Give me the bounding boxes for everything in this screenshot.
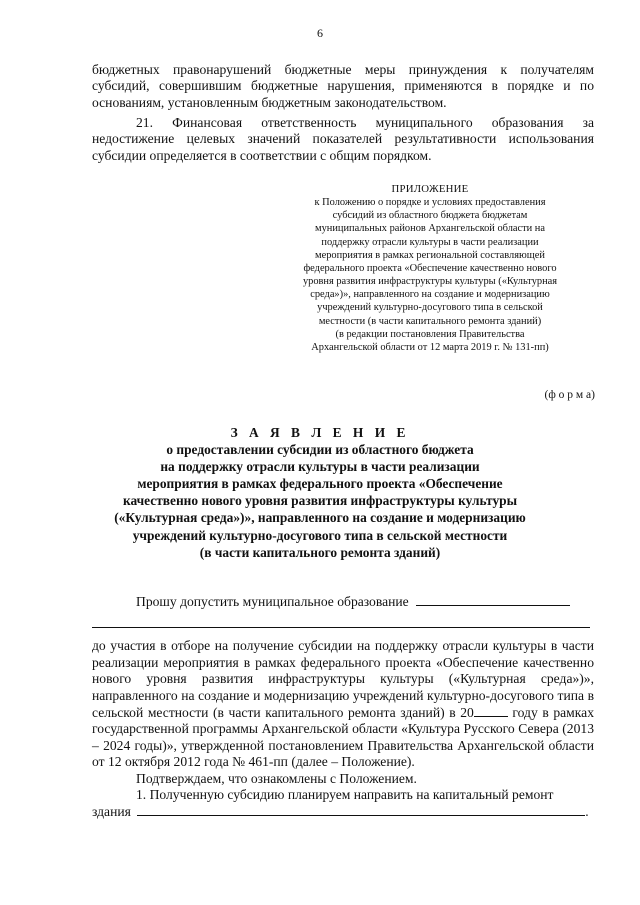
appendix-line: Архангельской области от 12 марта 2019 г. № 131-пп) (311, 341, 549, 353)
request-intro-row (92, 593, 594, 610)
building-end: . (585, 804, 589, 820)
request-body-text-2: году в рамках государственной программы Архангельской области «Культура Русского Севера (2013 – 2024 годы)», утвержденной постановлением Правительства Архангельской области от 12 октября 2012 года № 461-пп (далее – Положение). (92, 705, 594, 770)
application-subtitle-line: («Культурная среда»)», направленного на создание и модернизацию (114, 510, 526, 526)
application-heading (60, 424, 580, 561)
appendix-line: муниципальных районов Архангельской области на (315, 223, 545, 235)
application-subtitle-line: на поддержку отрасли культуры в части реализации (160, 459, 480, 475)
appendix-line: учреждений культурно-досугового типа в сельской (317, 302, 543, 314)
appendix-line: поддержку отрасли культуры в части реализации (321, 236, 539, 248)
application-subtitle-line: (в части капитального ремонта зданий) (199, 544, 441, 560)
appendix-title: ПРИЛОЖЕНИЕ (391, 183, 469, 195)
building-label: здания (92, 804, 131, 820)
municipality-field[interactable] (416, 593, 570, 606)
application-subtitle-line: качественно нового уровня развития инфраструктуры культуры (122, 493, 518, 509)
appendix-line: уровня развития инфраструктуры культуры («Культурная (302, 276, 558, 288)
building-row (92, 803, 594, 820)
confirmation: Подтверждаем, что ознакомлены с Положением. (136, 770, 417, 786)
appendix-line: (в редакции постановления Правительства (335, 328, 525, 340)
appendix-line: мероприятия в рамках региональной составляющей (315, 249, 545, 261)
appendix-line: федерального проекта «Обеспечение качественно нового (303, 262, 557, 274)
application-subtitle-line: о предоставлении субсидии из областного бюджета (166, 442, 474, 458)
application-subtitle-line: учреждений культурно-досугового типа в сельской местности (132, 527, 508, 543)
page-number: 6 (317, 26, 323, 40)
building-field[interactable] (137, 803, 585, 816)
municipality-field-continued[interactable] (92, 611, 590, 628)
appendix-line: среда»)», направленного на создание и модернизацию (310, 289, 550, 301)
item-1: 1. Полученную субсидию планируем направить на капитальный ремонт (136, 787, 554, 803)
application-title: З А Я В Л Е Н И Е (230, 425, 410, 440)
appendix-block (262, 183, 598, 354)
request-body-text: до участия в отборе на получение субсидии на поддержку отрасли культуры в части реализации мероприятия в рамках федерального проекта «Обеспечение качественно нового уровня развития инфраструктуры культуры («Культурная среда»)», направленного на создание и модернизацию учреждений культурно-досугового типа в сельской местности (в части капитального ремонта зданий) в 20 (92, 638, 594, 721)
paragraph-budget-violations: бюджетных правонарушений бюджетные меры принуждения к получателям субсидий, совершившим бюджетные нарушения, применяются в порядке и по основаниям, установленным бюджетным законодательством. (92, 62, 594, 110)
appendix-line: местности (в части капитального ремонта зданий) (318, 315, 542, 327)
application-subtitle-line: мероприятия в рамках федерального проекта «Обеспечение (137, 476, 503, 492)
request-body (92, 638, 594, 770)
appendix-line: к Положению о порядке и условиях предоставления (314, 197, 546, 209)
paragraph-21: 21. Финансовая ответственность муниципального образования за недостижение целевых значений показателей результативности использования субсидии определяется в соответствии с общим порядком. (92, 115, 594, 163)
request-intro: Прошу допустить муниципальное образование (136, 594, 409, 609)
form-label: (ф о р м а) (544, 389, 595, 401)
year-field[interactable] (474, 704, 508, 717)
application-body (92, 593, 594, 821)
appendix-line: субсидий из областного бюджета бюджетам (332, 210, 528, 222)
